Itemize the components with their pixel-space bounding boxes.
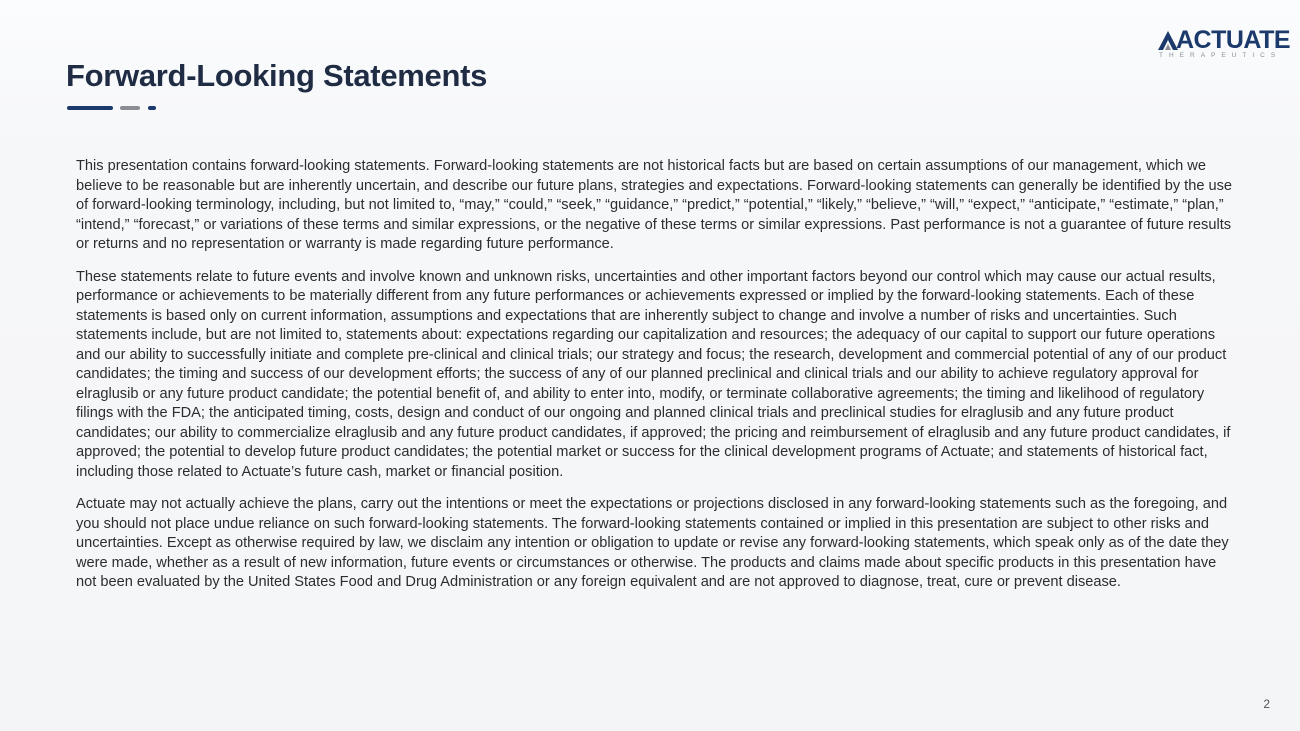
- logo-wordmark: ACTUATE: [1176, 26, 1291, 54]
- paragraph-1: This presentation contains forward-looking statements. Forward-looking statements are not historical facts but are based on certain assumptions of our management, which we believe to be reasonable but are inherently uncertain, and describe our future plans, strategies and expectations. Forward-looking statements can generally be identified by the use of forward-looking terminology, including, but not limited to, “may,” “could,” “seek,” “guidance,” “predict,” “potential,” “likely,” “believe,” “will,” “expect,” “anticipate,” “estimate,” “plan,” “intend,” “forecast,” or variations of these terms and similar expressions, or the negative of these terms or similar expressions. Past performance is not a guarantee of future results or returns and no representation or warranty is made regarding future performance.: [76, 158, 1233, 252]
- logo-tagline: THERAPEUTICS: [1159, 52, 1282, 59]
- title-accent-bar-dot: [148, 106, 156, 110]
- page-number: 2: [1263, 697, 1270, 711]
- company-logo: [1156, 26, 1291, 62]
- page-title: Forward-Looking Statements: [66, 58, 488, 93]
- title-accent-bar-mid: [120, 106, 140, 110]
- paragraph-2: These statements relate to future events and involve known and unknown risks, uncertainties and other important factors beyond our control which may cause our actual results, performance or achievements to be materially different from any future performances or achievements expressed or implied by the forward-looking statements. Each of these statements is based only on current information, assumptions and expectations that are inherently subject to change and involve a number of risks and uncertainties. Such statements include, but are not limited to, statements about: expectations regarding our capitalization and resources; the adequacy of our capital to support our future operations and our ability to successfully initiate and complete pre-clinical and clinical trials; our strategy and focus; the research, development and commercial potential of any of our product candidates; the timing and success of our development efforts; the success of any of our planned preclinical and clinical trials and our ability to achieve regulatory approval for elraglusib or any future product candidate; the potential benefit of, and ability to enter into, modify, or terminate collaborative agreements; the timing and likelihood of regulatory filings with the FDA; the anticipated timing, costs, design and conduct of our ongoing and planned clinical trials and preclinical studies for elraglusib and any future product candidates; our ability to commercialize elraglusib and any future product candidates, if approved; the pricing and reimbursement of elraglusib and any future product candidates, if approved; the potential to develop future product candidates; the potential market or success for the clinical development programs of Actuate; and statements of historical fact, including those related to Actuate’s future cash, market or financial position.: [76, 268, 1231, 480]
- disclaimer-body: [76, 157, 1238, 593]
- title-accent-bar-long: [67, 106, 113, 110]
- paragraph-3: Actuate may not actually achieve the plans, carry out the intentions or meet the expectations or projections disclosed in any forward-looking statements such as the foregoing, and you should not place undue reliance on such forward-looking statements. The forward-looking statements contained or implied in this presentation are subject to other risks and uncertainties. Except as otherwise required by law, we disclaim any intention or obligation to update or revise any forward-looking statements, which speak only as of the date they were made, whether as a result of new information, future events or circumstances or otherwise. The products and claims made about specific products in this presentation have not been evaluated by the United States Food and Drug Administration or any foreign equivalent and are not approved to diagnose, treat, cure or prevent disease.: [76, 496, 1229, 590]
- peak-inner: [1165, 44, 1171, 50]
